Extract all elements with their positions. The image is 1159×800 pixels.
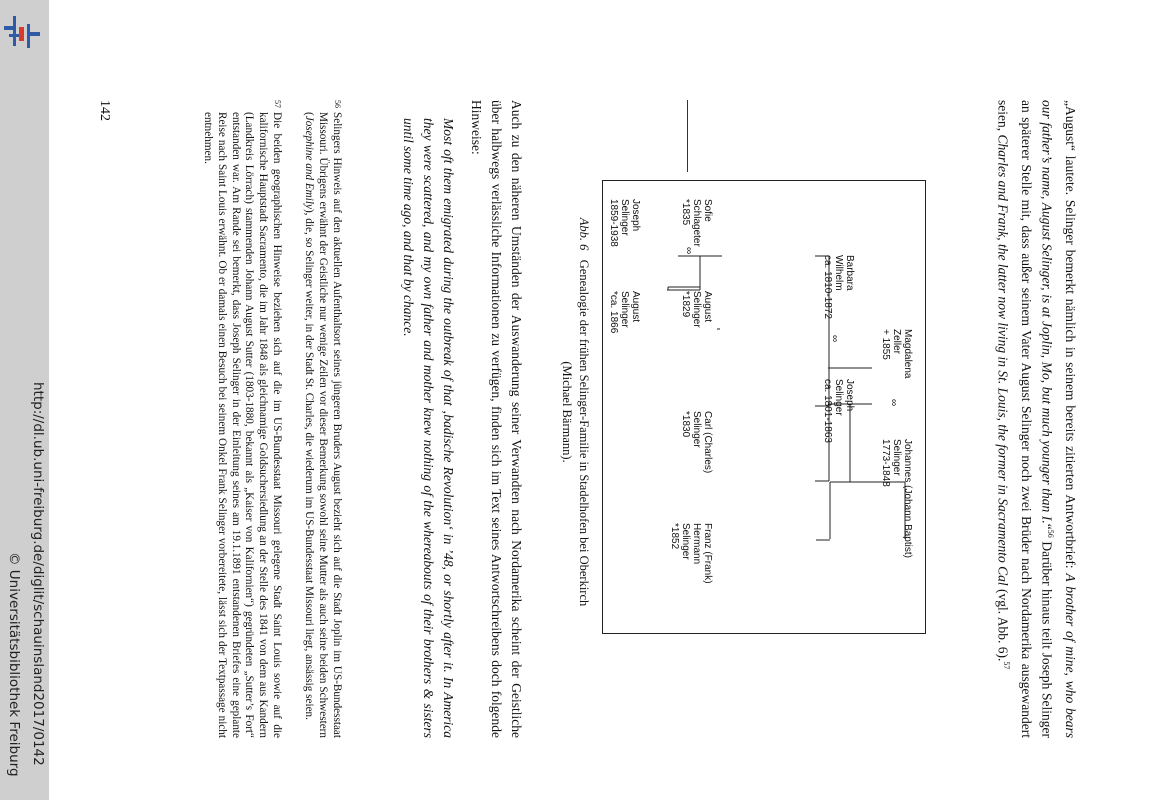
genealogy-lines bbox=[603, 181, 925, 633]
marriage-symbol: ∞ bbox=[829, 335, 840, 343]
footnote-ref-57[interactable]: 57 bbox=[1002, 661, 1012, 670]
paragraph-main: Auch zu den näheren Umständen der Auswanderung seiner Verwandten nach Nordamerika scheint der Geistliche über halbwegs verlässliche Informationen zu verfügen, finden sich im Text seines Antwortschreibens doch folgende Hinweise: bbox=[469, 100, 524, 738]
caption-label: Abb. 6 bbox=[577, 217, 591, 251]
document-page bbox=[38, 0, 1138, 800]
person-august: August Selinger *1829 bbox=[680, 291, 713, 328]
footnote-ref-56[interactable]: 56 bbox=[1046, 529, 1055, 538]
person-magdalena: Magdalena Zeller + 1855 bbox=[880, 329, 913, 379]
person-sofie: Sofie Schlageter *1835 bbox=[680, 199, 713, 247]
footnote-56: Selingers Hinweis auf den aktuellen Aufenthaltsort seines jüngeren Bruders August bezieht sich auf die Stadt Joplin im US-Bundesstaat Missouri. Übrigens erwähnt der Geistliche nur wenige Zeilen vor dieser Bemerkung sowohl seine Mutter als auch seine beiden Schwestern (Josephine and Emily), die, so Selinger weiter, in der Stadt St. Charles, die wiederum im US-Bundesstaat Missouri liegt, ansässig seien. bbox=[303, 112, 343, 738]
person-johannes: Johannes (Johann Baptist) Selinger 1773-1848 bbox=[880, 439, 913, 558]
source-url-link[interactable]: http://dl.ub.uni-freiburg.de/diglit/schauinsland2017/0142 bbox=[30, 382, 46, 766]
person-carl: Carl (Charles) Selinger *1830 bbox=[680, 411, 713, 474]
footnote-number: 56 bbox=[333, 100, 342, 108]
person-august-jr: August Selinger *ca. 1866 bbox=[608, 291, 641, 334]
person-franz: Franz (Frank) Hermann Selinger *1852 bbox=[669, 523, 713, 584]
copyright-notice: © Universitätsbibliothek Freiburg bbox=[6, 552, 22, 777]
person-joseph-sr: Joseph Selinger ca. 1801-1863 bbox=[822, 379, 855, 443]
genealogy-figure bbox=[602, 180, 926, 634]
person-joseph-jr: Joseph Selinger 1859-1938 bbox=[608, 199, 641, 247]
person-barbara: Barbara Wilhelm ca. 1810-1872 bbox=[822, 255, 855, 319]
marriage-symbol: ∞ bbox=[683, 247, 694, 255]
footnote-number: 57 bbox=[273, 100, 282, 108]
paragraph-intro: „August“ lautete. Selinger bemerkt nämlich in seinem bereits zitierten Antwortbrief: A brother of mine, who bears our father’s name, August Selinger, is at Joplin, Mo, but much younger than I.“$^{56}$ Darüber hinaus teilt Joseph Selinger an späterer Stelle mit, dass außer seinem Vater August Selinger noch zwei Brüder nach Nordamerika ausgewandert seien, Charles and Frank, the latter now living in St. Louis, the former in Sacramento Cal (vgl. Abb. 6).$^{57}$ bbox=[996, 100, 1078, 739]
block-quote: Most oft them emigrated during the outbreak of that ‚badische Revolution‘ in ’48, or shortly after it. In America they were scattered, and my own father and mother knew nothing of the whereabouts of their brothers & sisters until some time ago, and that by chance. bbox=[401, 118, 456, 738]
figure-caption bbox=[558, 211, 592, 613]
page-number: 142 bbox=[97, 100, 112, 121]
footnote-57: Die beiden geographischen Hinweise beziehen sich auf die im US-Bundesstaat Missouri gelegene Stadt Saint Louis sowie auf die kalifornische Hauptstadt Sacramento, die im Jahr 1848 als gleichnamige Goldsuchersiedlung an der Stelle des 1841 von dem aus Kandern (Landkreis Lörrach) stammenden Johann August Sutter (1803-1880, bekannt als „Kaiser von Kalifornien“) gegründeten „Sutter’s Fort“ entstanden war. Am Rande sei bemerkt, dass Joseph Selinger in der Einleitung seines am 19.1.1891 entstandenen Briefes eine geplante Reise nach Saint Louis erwähnt. Ob er damals einen Besuch bei seinem Onkel Frank Selinger vorbereitete, lässt sich der Textpassage nicht entnehmen. bbox=[202, 112, 283, 738]
marriage-symbol: ∞ bbox=[888, 399, 899, 407]
footnote-separator bbox=[687, 100, 688, 172]
caption-text: Genealogie der frühen Selinger-Familie in Stadelhofen bei Oberkirch (Michael Bärmann). bbox=[560, 259, 591, 607]
